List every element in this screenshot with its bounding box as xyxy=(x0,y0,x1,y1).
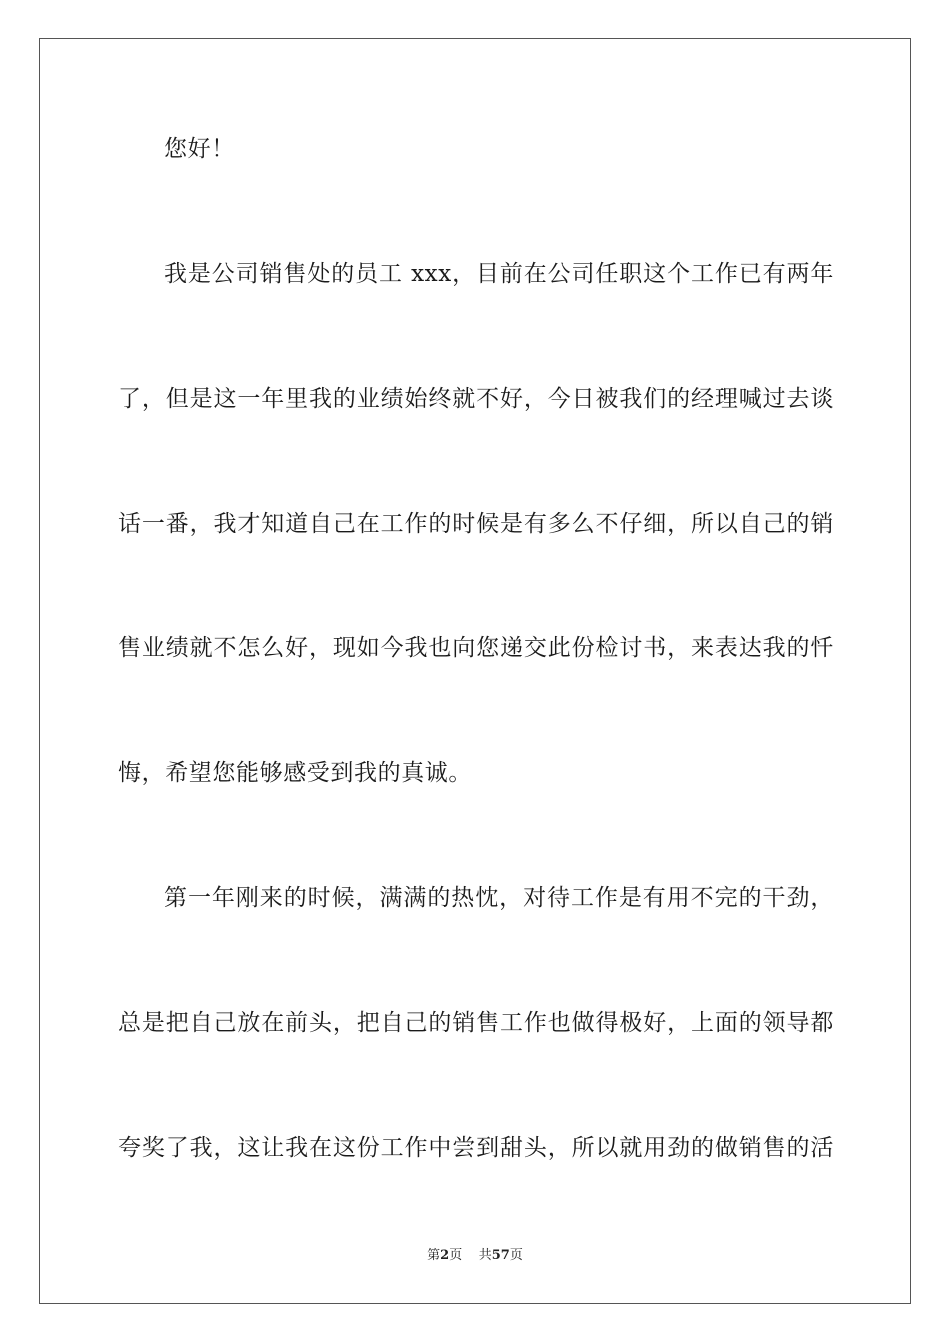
page-border xyxy=(39,38,911,1304)
page-suffix: 页 xyxy=(449,1248,463,1263)
total-suffix: 页 xyxy=(509,1248,523,1263)
paragraph-line: 我是公司销售处的员工 xxx，目前在公司任职这个工作已有两年 xyxy=(164,261,834,287)
greeting: 您好！ xyxy=(164,136,235,162)
total-prefix: 共 xyxy=(478,1248,492,1263)
paragraph-line: 话一番，我才知道自己在工作的时候是有多么不仔细，所以自己的销 xyxy=(118,511,834,537)
page-number: 2 xyxy=(440,1248,450,1263)
paragraph-line: 悔，希望您能够感受到我的真诚。 xyxy=(118,760,472,786)
paragraph-line: 第一年刚来的时候，满满的热忱，对待工作是有用不完的干劲， xyxy=(164,885,834,911)
paragraph-line: 售业绩就不怎么好，现如今我也向您递交此份检讨书，来表达我的忏 xyxy=(118,635,834,661)
page-footer xyxy=(0,1247,950,1265)
paragraph-line: 总是把自己放在前头，把自己的销售工作也做得极好，上面的领导都 xyxy=(118,1010,834,1036)
page-prefix: 第 xyxy=(427,1248,441,1263)
paragraph-line: 夸奖了我，这让我在这份工作中尝到甜头，所以就用劲的做销售的活 xyxy=(118,1135,834,1161)
total-pages: 57 xyxy=(491,1248,510,1263)
paragraph-line: 了，但是这一年里我的业绩始终就不好，今日被我们的经理喊过去谈 xyxy=(118,386,834,412)
